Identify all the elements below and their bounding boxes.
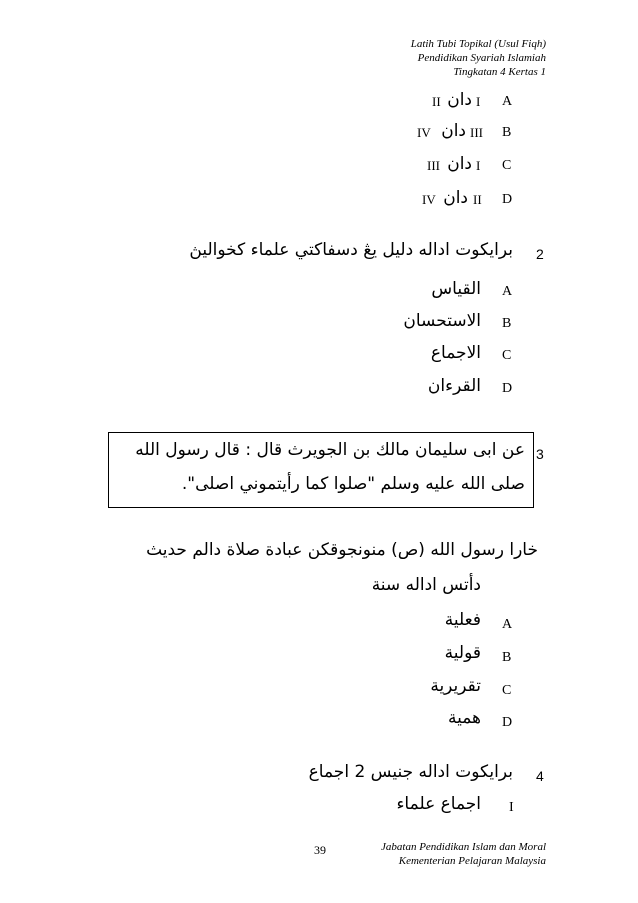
connector: دان bbox=[441, 121, 466, 141]
header-title: Latih Tubi Topikal (Usul Fiqh) bbox=[410, 38, 546, 50]
hadith-line-2: صلى الله عليه وسلم "صلوا كما رأيتموني اصلى". bbox=[181, 474, 525, 494]
connector: دان bbox=[447, 90, 472, 110]
roman-right: III bbox=[427, 158, 440, 173]
option-letter: A bbox=[502, 284, 513, 299]
option-letter: A bbox=[502, 94, 513, 109]
header-subject: Pendidikan Syariah Islamiah bbox=[417, 52, 546, 64]
question-stem-line-1: خارا رسول الله (ص) منونجوقكن عبادة صلاة دالم حديث bbox=[146, 540, 538, 560]
footer-department: Jabatan Pendidikan Islam dan Moral bbox=[381, 841, 546, 853]
header-form: Tingkatan 4 Kertas 1 bbox=[453, 66, 546, 78]
question-number: 2 bbox=[536, 246, 544, 262]
q1-option-c bbox=[0, 154, 638, 180]
option-letter: B bbox=[502, 650, 512, 665]
option-roman: I bbox=[509, 800, 514, 815]
option-letter: C bbox=[502, 158, 512, 173]
hadith-box bbox=[108, 432, 534, 508]
question-stem-line-2: دأتس اداله سنة bbox=[371, 575, 481, 595]
option-text: تقريرية bbox=[430, 676, 481, 696]
question-stem: برايكوت اداله جنيس 2 اجماع bbox=[308, 762, 513, 782]
hadith-line-1: عن ابى سليمان مالك بن الجويرث قال : قال رسول الله bbox=[135, 440, 525, 460]
roman-left: II bbox=[473, 192, 482, 207]
q1-option-b bbox=[0, 121, 638, 147]
option-letter: D bbox=[502, 192, 513, 207]
option-letter: C bbox=[502, 683, 512, 698]
page-header bbox=[411, 37, 546, 79]
option-text: الاستحسان bbox=[403, 311, 481, 331]
option-text: الاجماع bbox=[430, 343, 481, 363]
connector: دان bbox=[443, 188, 468, 208]
option-text: القرءان bbox=[427, 376, 481, 396]
option-letter: D bbox=[502, 381, 513, 396]
option-letter: D bbox=[502, 715, 513, 730]
option-text: فعلية bbox=[444, 610, 481, 630]
roman-right: IV bbox=[422, 192, 436, 207]
option-letter: A bbox=[502, 617, 513, 632]
option-text: اجماع علماء bbox=[396, 794, 481, 814]
roman-left: I bbox=[476, 94, 481, 109]
option-text: القياس bbox=[431, 279, 481, 299]
q1-option-d bbox=[0, 188, 638, 214]
page-number: 39 bbox=[314, 843, 326, 857]
page-footer bbox=[381, 840, 546, 868]
roman-right: IV bbox=[417, 125, 431, 140]
question-number: 4 bbox=[536, 768, 544, 784]
option-text: قولية bbox=[444, 643, 481, 663]
connector: دان bbox=[447, 154, 472, 174]
option-letter: B bbox=[502, 125, 512, 140]
q1-option-a bbox=[0, 90, 638, 116]
question-number: 3 bbox=[536, 446, 544, 462]
option-text: همية bbox=[447, 708, 481, 728]
question-stem: برايكوت اداله دليل يڠ دسفاكتي علماء كخواليڽ bbox=[189, 240, 513, 260]
option-letter: B bbox=[502, 316, 512, 331]
option-letter: C bbox=[502, 348, 512, 363]
footer-ministry: Kementerian Pelajaran Malaysia bbox=[398, 855, 546, 867]
roman-left: III bbox=[470, 125, 483, 140]
roman-right: II bbox=[432, 94, 441, 109]
roman-left: I bbox=[476, 158, 481, 173]
